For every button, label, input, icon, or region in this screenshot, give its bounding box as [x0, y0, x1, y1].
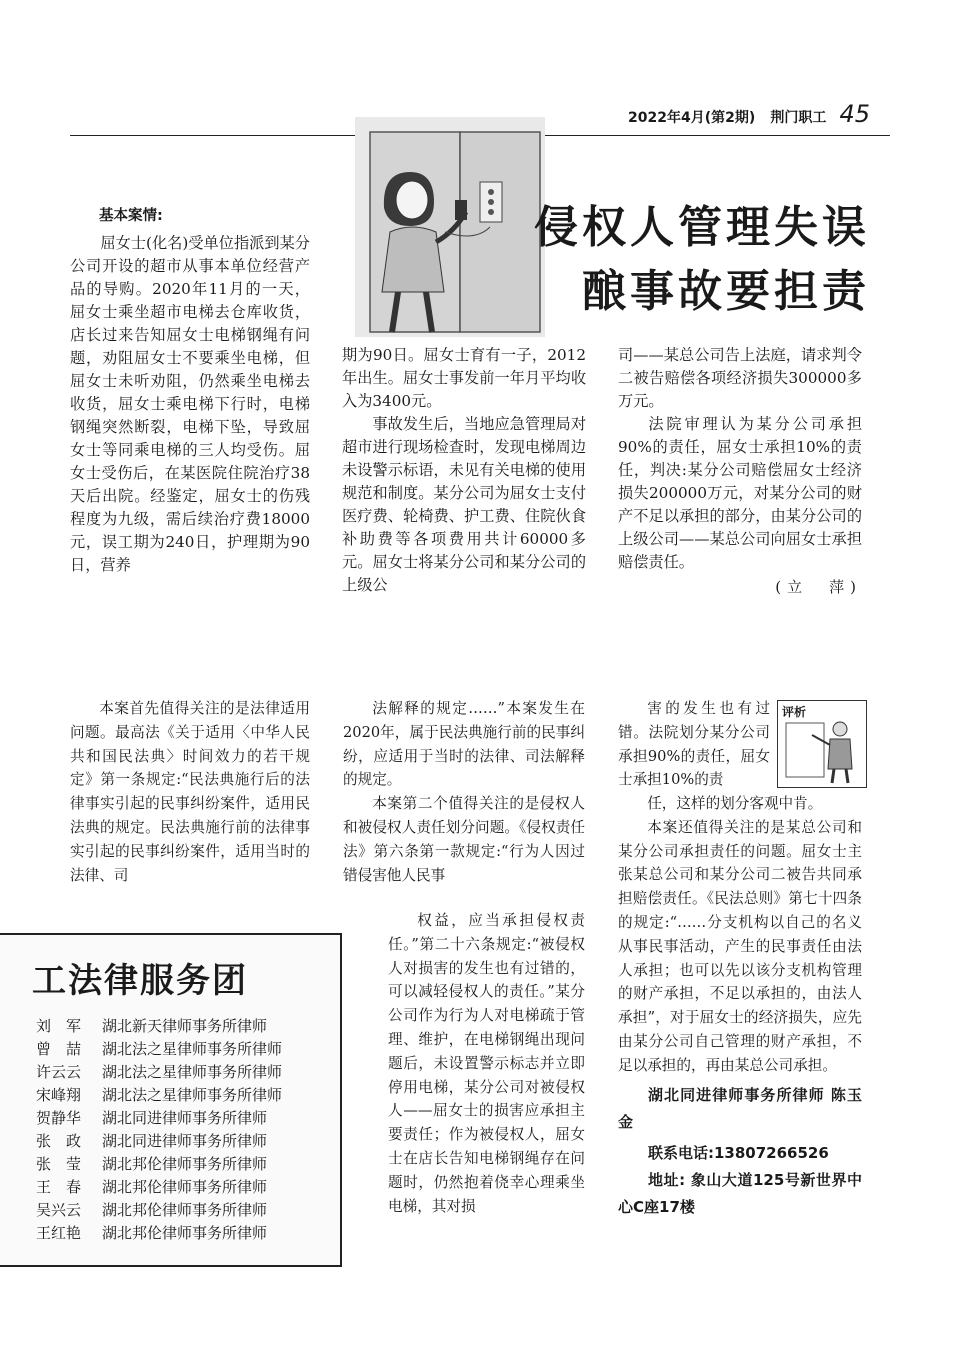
- lawyer-row: [36, 1038, 282, 1059]
- lawyer-firm: 湖北邦伦律师事务所律师: [102, 1224, 268, 1242]
- lawyer-name: 许云云: [36, 1063, 82, 1081]
- commentary-paragraph: 本案首先值得关注的是法律适用问题。最高法《关于适用〈中华人民共和国民法典〉时间效力的若干规定》第一条规定:“民法典施行后的法律事实引起的民事纠纷案件，适用民法典的规定。民法典施行前的法律事实引起的民事纠纷案件，适用当时的法律、司: [70, 700, 310, 884]
- commentary-column-1: [70, 697, 310, 887]
- lawyer-row: [36, 1107, 267, 1128]
- lawyer-row: [36, 1176, 267, 1197]
- lawyer-name: 王 春: [36, 1178, 82, 1196]
- page-header: [520, 100, 870, 128]
- lawyer-group-title: 工法律服务团: [32, 961, 248, 1001]
- lawyer-firm: 湖北邦伦律师事务所律师: [102, 1201, 268, 1219]
- commentary-paragraph: 本案第二个值得关注的是侵权人和被侵权人责任划分问题。《侵权责任法》第六条第一款规定:“行为人因过错侵害他人民事: [343, 795, 585, 884]
- lawyer-firm: 湖北同进律师事务所律师: [102, 1132, 268, 1150]
- commentary-tag-box: [777, 700, 867, 788]
- commentary-paragraph: 权益，应当承担侵权责任。”第二十六条规定:“被侵权人对损害的发生也有过错的，可以减轻侵权人的责任。”某分公司作为行为人对电梯疏于管理、维护，在电梯钢绳出现问题后，未设置警示标志并立即停用电梯，某分公司对被侵权人——屈女士的损害应承担主要责任；作为被侵权人，屈女士在店长告知电梯钢绳存在问题时，仍然抱着侥幸心理乘坐电梯，其对损: [388, 912, 585, 1215]
- lawyer-firm: 湖北法之星律师事务所律师: [102, 1063, 283, 1081]
- lawyer-name: 张 莹: [36, 1155, 82, 1173]
- lawyer-firm: 湖北邦伦律师事务所律师: [102, 1155, 268, 1173]
- commentary-tag: 评析: [782, 705, 807, 719]
- title-line-1: 侵权人管理失误: [534, 202, 870, 253]
- lawyer-firm: 湖北新天律师事务所律师: [102, 1017, 268, 1035]
- case-paragraph: 法院审理认为某分公司承担90%的责任，屈女士承担10%的责任，判决:某分公司赔偿屈女士经济损失200000万元，对某分公司的财产不足以承担的部分，由某分公司的上级公司——某总公司向屈女士承担赔偿责任。: [618, 415, 862, 571]
- contact-address: 地址: 象山大道125号新世界中心C座17楼: [618, 1170, 862, 1216]
- commentary-column-2: [343, 697, 585, 887]
- lawyer-row: [36, 1015, 267, 1036]
- lawyer-name: 吴兴云: [36, 1201, 82, 1219]
- case-label: 基本案情:: [99, 208, 163, 224]
- issue-date: 2022年4月(第2期): [628, 110, 756, 126]
- commentary-column-3-narrow: [618, 697, 770, 792]
- page-number: 45: [839, 100, 870, 128]
- lawyer-row: [36, 1084, 282, 1105]
- case-paragraph: 期为90日。屈女士育有一子，2012年出生。屈女士事发前一年月平均收入为3400元。: [342, 346, 586, 410]
- case-column-2: [342, 344, 586, 597]
- lawyer-firm: 湖北邦伦律师事务所律师: [102, 1178, 268, 1196]
- commentary-column-3: [618, 792, 862, 1221]
- signature: 湖北同进律师事务所律师 陈玉金: [618, 1085, 862, 1131]
- lawyer-name: 曾 喆: [36, 1040, 82, 1058]
- lawyer-group-box: [0, 933, 342, 1267]
- article-title: [520, 198, 870, 322]
- title-line-2: 酿事故要担责: [582, 266, 870, 317]
- lawyer-row: [36, 1153, 267, 1174]
- lawyer-firm: 湖北法之星律师事务所律师: [102, 1086, 283, 1104]
- lawyer-name: 宋峰翔: [36, 1086, 82, 1104]
- contact-phone: 联系电话:13807266526: [648, 1143, 829, 1162]
- lawyer-name: 刘 军: [36, 1017, 82, 1035]
- commentary-paragraph: 任，这样的划分客观中肯。: [647, 795, 823, 812]
- commentary-paragraph: 法解释的规定……”本案发生在2020年，属于民法典施行前的民事纠纷，应适用于当时的法律、司法解释的规定。: [343, 700, 585, 789]
- case-paragraph: 屈女士(化名)受单位指派到某分公司开设的超市从事本单位经营产品的导购。2020年11月的一天，屈女士乘坐超市电梯去仓库收货，店长过来告知屈女士电梯钢绳有问题，劝阻屈女士不要乘坐电梯，但屈女士未听劝阻，仍然乘坐电梯去收货，屈女士乘电梯下行时，电梯钢绳突然断裂，电梯下坠，导致屈女士等同乘电梯的三人均受伤。屈女士受伤后，在某医院住院治疗38天后出院。经鉴定，屈女士的伤残程度为九级，需后续治疗费18000元，误工期为240日，护理期为90日，营养: [70, 234, 310, 574]
- author-credit: (立 萍): [775, 578, 862, 596]
- commentary-paragraph: 本案还值得关注的是某总公司和某分公司承担责任的问题。屈女士主张某总公司和某分公司二被告共同承担赔偿责任。《民法总则》第七十四条的规定:“……分支机构以自己的名义从事民事活动，产生的民事责任由法人承担；也可以先以该分支机构管理的财产承担，不足以承担的，由法人承担”，对于屈女士的经济损失，应先由某分公司自己管理的财产承担，不足以承担的，再由某总公司承担。: [618, 818, 862, 1074]
- lawyer-row: [36, 1130, 267, 1151]
- case-paragraph: 事故发生后，当地应急管理局对超市进行现场检查时，发现电梯周边未设警示标语，未见有关电梯的使用规范和制度。某分公司为屈女士支付医疗费、轮椅费、护工费、住院伙食补助费等各项费用共计60000多元。屈女士将某分公司和某分公司的上级公: [342, 415, 586, 594]
- lawyer-row: [36, 1061, 282, 1082]
- lawyer-firm: 湖北同进律师事务所律师: [102, 1109, 268, 1127]
- commentary-paragraph: 害的发生也有过错。法院划分某分公司承担90%的责任，屈女士承担10%的责: [618, 700, 770, 789]
- lawyer-name: 贺静华: [36, 1109, 82, 1127]
- lawyer-name: 张 政: [36, 1132, 82, 1150]
- case-column-3: [618, 344, 862, 599]
- case-column-1: [70, 205, 310, 577]
- magazine-name: 荆门职工: [770, 110, 827, 126]
- lawyer-row: [36, 1199, 267, 1220]
- lecturer-icon: [778, 701, 866, 787]
- lawyer-row: [36, 1222, 267, 1243]
- lawyer-firm: 湖北法之星律师事务所律师: [102, 1040, 283, 1058]
- case-paragraph: 司——某总公司告上法庭，请求判令二被告赔偿各项经济损失300000多万元。: [618, 346, 862, 410]
- commentary-column-2-narrow: [388, 909, 585, 1218]
- lawyer-name: 王红艳: [36, 1224, 82, 1242]
